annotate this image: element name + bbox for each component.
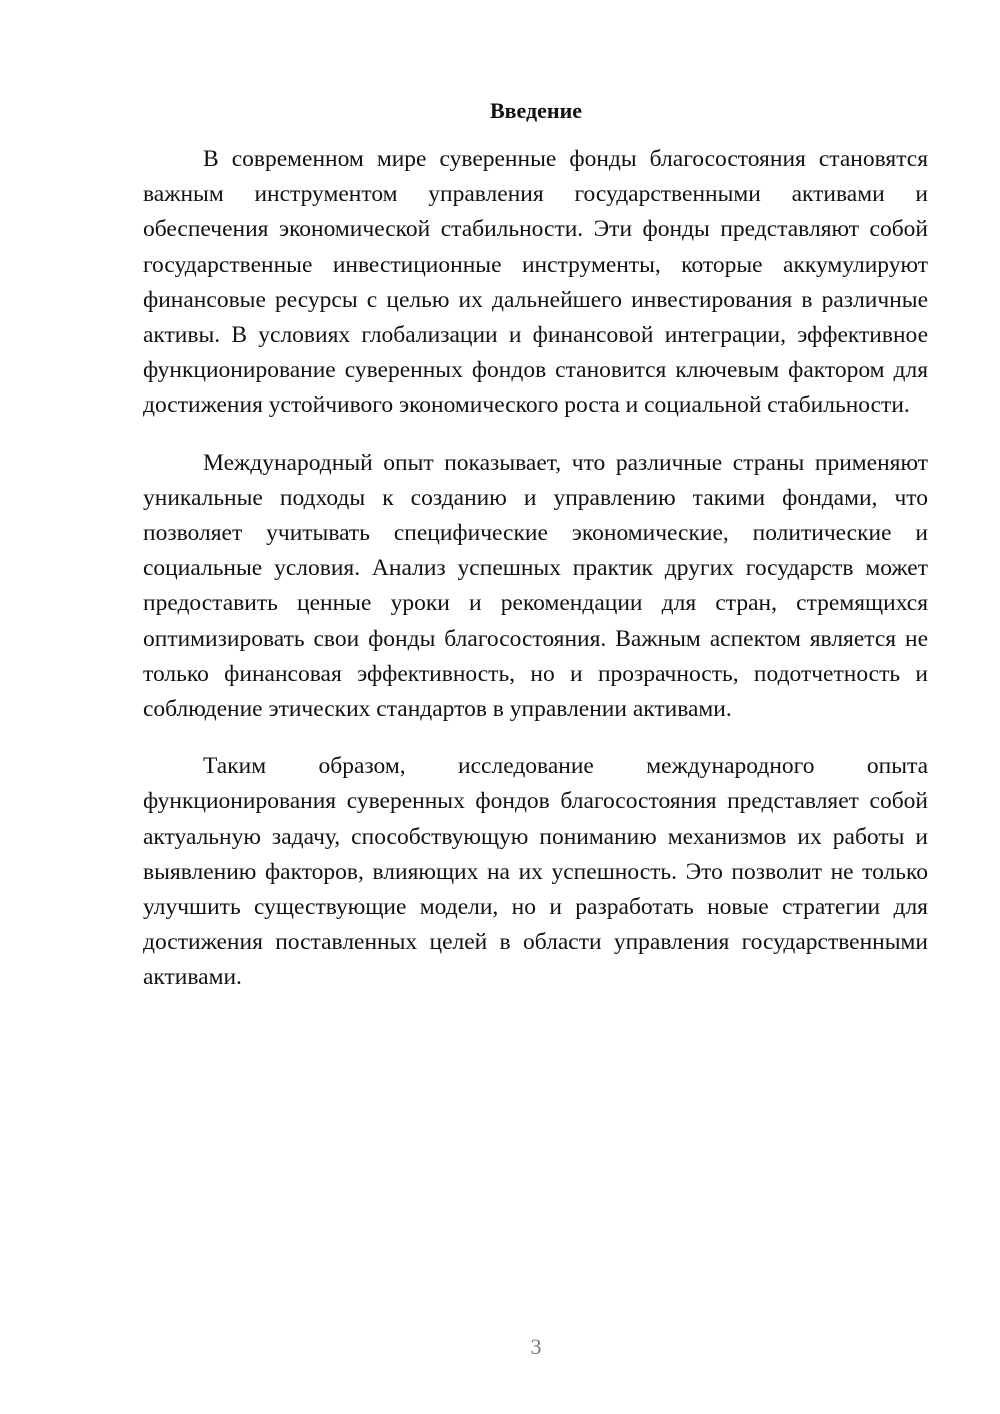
paragraph-2: Международный опыт показывает, что различные страны применяют уникальные подходы к созданию и управлению такими фондами, что позволяет учитывать специфические экономические, политические и социальные условия. Анализ успешных практик других государств может предоставить ценные уроки и рекомендации для стран, стремящихся оптимизировать свои фонды благосостояния. Важным аспектом является не только финансовая эффективность, но и прозрачность, подотчетность и соблюдение этических стандартов в управлении активами. [143, 449, 928, 723]
paragraph-1: В современном мире суверенные фонды благосостояния становятся важным инструментом управления государственными активами и обеспечения экономической стабильности. Эти фонды представляют собой государственные инвестиционные инструменты, которые аккумулируют финансовые ресурсы с целью их дальнейшего инвестирования в различные активы. В условиях глобализации и финансовой интеграции, эффективное функционирование суверенных фондов становится ключевым фактором для достижения устойчивого экономического роста и социальной стабильности. [143, 146, 928, 419]
body-text [143, 142, 928, 1018]
paragraph-3: Таким образом, исследование международного опыта функционирования суверенных фондов благосостояния представляет собой актуальную задачу, способствующую пониманию механизмов их работы и выявлению факторов, влияющих на их успешность. Это позволит не только улучшить существующие модели, но и разработать новые стратегии для достижения поставленных целей в области управления государственными активами. [143, 753, 928, 991]
page-number: 3 [530, 1334, 542, 1359]
section-heading: Введение [489, 98, 583, 123]
